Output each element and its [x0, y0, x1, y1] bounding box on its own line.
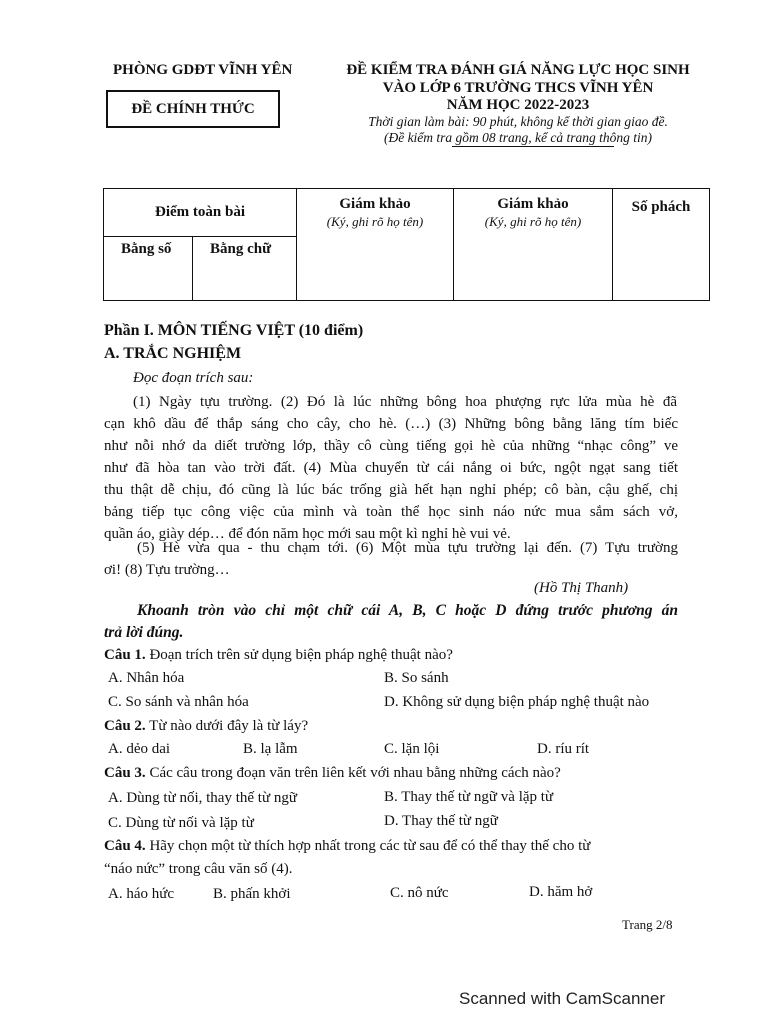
passage-line: quần áo, giày dép… để đón năm học mới sau một kì nghỉ hè vui vẻ. [104, 526, 511, 542]
question-option[interactable]: B. So sánh [384, 670, 449, 686]
exam-title-line3: NĂM HỌC 2022-2023 [446, 97, 590, 113]
question-text-continued: “náo nức” trong câu văn số (4). [104, 861, 293, 877]
question-option[interactable]: B. lạ lẫm [243, 741, 298, 757]
total-score-header: Điểm toàn bài [104, 189, 297, 237]
question-option[interactable]: C. nô nức [390, 885, 449, 901]
question-4 [104, 838, 590, 855]
pages-note-underline [452, 146, 614, 147]
question-3 [104, 765, 561, 782]
question-1 [104, 647, 453, 664]
passage-line: cạn khô dầu để thắp sáng cho cây, cho hè. (…) (3) Những bông bằng lăng tím biếc [104, 416, 678, 432]
question-text: Đoạn trích trên sử dụng biện pháp nghệ thuật nào? [145, 647, 453, 663]
examiner1-cell: Giám khảo (Ký, ghi rõ họ tên) [297, 189, 454, 301]
question-option[interactable]: A. Dùng từ nối, thay thế từ ngữ [108, 790, 297, 806]
passage-line: thu thật dễ chịu, đó cũng là lúc bác trống già hết hạn nghỉ phép; cô bàn, cậu ghế, chị [104, 482, 678, 498]
department-name: PHÒNG GDĐT VĨNH YÊN [113, 62, 293, 78]
question-option[interactable]: C. So sánh và nhân hóa [108, 694, 249, 710]
passage-line: như nỗi nhớ da diết trường lớp, thầy cô cùng tiếng gọi hè của những “nhạc công” ve [104, 438, 678, 454]
time-note: Thời gian làm bài: 90 phút, không kể thời gian giao đề. [368, 114, 668, 129]
question-option[interactable]: B. phấn khởi [213, 886, 291, 902]
by-words-cell: Bằng chữ [193, 237, 297, 301]
part-title: Phần I. MÔN TIẾNG VIỆT (10 điểm) [104, 322, 364, 339]
score-table [103, 188, 710, 301]
question-option[interactable]: D. ríu rít [537, 741, 590, 757]
examiner2-cell: Giám khảo (Ký, ghi rõ họ tên) [454, 189, 613, 301]
question-text: Các câu trong đoạn văn trên liên kết với nhau bằng những cách nào? [145, 765, 561, 781]
question-option[interactable]: D. Không sử dụng biện pháp nghệ thuật nào [384, 694, 650, 710]
passage-line: như đã hòa tan vào trời đất. (4) Mùa chuyển từ cái nắng oi bức, ngột ngạt sang tiết [104, 460, 678, 476]
read-prompt: Đọc đoạn trích sau: [133, 370, 254, 386]
scanner-watermark: Scanned with CamScanner [459, 989, 666, 1008]
question-text: Từ nào dưới đây là từ láy? [145, 718, 309, 734]
question-label: Câu 1. [104, 647, 146, 663]
code-cell: Số phách [613, 189, 710, 301]
question-option[interactable]: A. háo hức [108, 886, 175, 902]
question-option[interactable]: C. lặn lội [384, 741, 440, 757]
exam-title-line2: VÀO LỚP 6 TRƯỜNG THCS VĨNH YÊN [382, 80, 654, 96]
question-option[interactable]: D. Thay thế từ ngữ [384, 813, 498, 829]
page-number: Trang 2/8 [622, 917, 673, 932]
question-text: Hãy chọn một từ thích hợp nhất trong các từ sau để có thể thay thế cho từ [145, 838, 591, 854]
official-exam-box: ĐỀ CHÍNH THỨC [106, 90, 280, 128]
passage-author: (Hồ Thị Thanh) [534, 580, 629, 596]
question-label: Câu 3. [104, 765, 146, 781]
exam-title-line1: ĐỀ KIỂM TRA ĐÁNH GIÁ NĂNG LỰC HỌC SINH [346, 62, 690, 78]
by-number-cell: Bằng số [104, 237, 193, 301]
question-option[interactable]: D. hăm hở [529, 884, 593, 900]
question-label: Câu 2. [104, 718, 146, 734]
question-2 [104, 718, 308, 735]
question-label: Câu 4. [104, 838, 146, 854]
question-option[interactable]: A. Nhân hóa [108, 670, 185, 686]
question-option[interactable]: A. dẻo dai [108, 741, 171, 757]
question-option[interactable]: C. Dùng từ nối và lặp từ [108, 815, 254, 831]
pages-note: (Đề kiểm tra gồm 08 trang, kể cả trang thông tin) [383, 130, 653, 145]
instruction-line: Khoanh tròn vào chỉ một chữ cái A, B, C hoặc D đứng trước phương án [137, 602, 678, 619]
passage-line: (1) Ngày tựu trường. (2) Đó là lúc những bông hoa phượng rực lửa mùa hè đã [133, 394, 677, 410]
question-option[interactable]: B. Thay thế từ ngữ và lặp từ [384, 789, 554, 805]
instruction-line: trả lời đúng. [104, 624, 184, 641]
passage-line: bảng tiếp tục công việc của mình và toàn thể học sinh náo nức mua sắm sách vở, [104, 504, 678, 520]
section-title: A. TRẮC NGHIỆM [104, 345, 242, 362]
passage-line: (5) Hè vừa qua - thu chạm tới. (6) Một mùa tựu trường lại đến. (7) Tựu trường [137, 540, 678, 556]
passage-line: ơi! (8) Tựu trường… [104, 562, 230, 578]
